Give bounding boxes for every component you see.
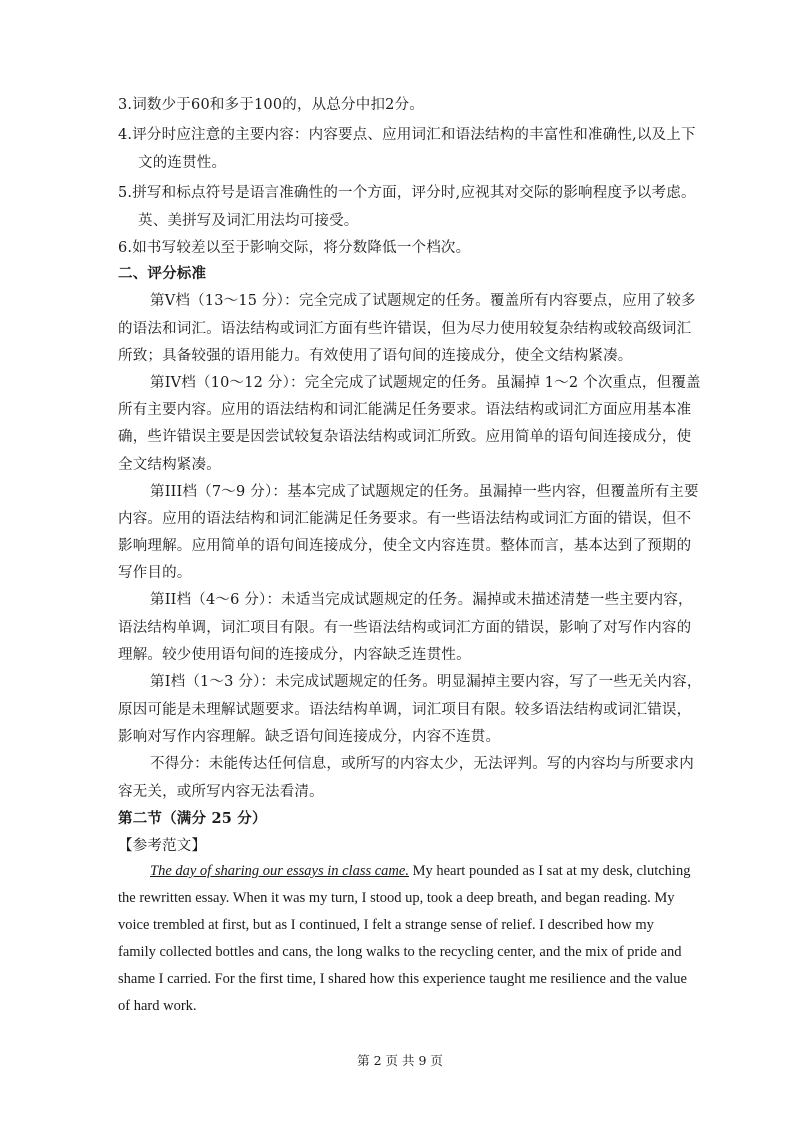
grade0-line1: 不得分：未能传达任何信息，或所写的内容太少，无法评判。写的内容均与所要求内: [150, 756, 694, 772]
grade3-line2: 内容。应用的语法结构和词汇能满足任务要求。有一些语法结构或词汇方面的错误，但不: [118, 511, 692, 527]
grade5-line2: 的语法和词汇。语法结构或词汇方面有些许错误，但为尽力使用较复杂结构或较高级词汇: [118, 321, 692, 337]
note-3: 3.词数少于60和多于100的，从总分中扣2分。: [118, 97, 424, 113]
grade3-line4: 写作目的。: [118, 565, 192, 581]
grade1-line3: 影响对写作内容理解。缺乏语句间连接成分，内容不连贯。: [118, 729, 501, 745]
grade3-line3: 影响理解。应用简单的语句间连接成分，使全文内容连贯。整体而言，基本达到了预期的: [118, 538, 692, 554]
grade2-line2: 语法结构单调，词汇项目有限。有一些语法结构或词汇方面的错误，影响了对写作内容的: [118, 620, 692, 636]
grade4-line3: 确，些许错误主要是因尝试较复杂语法结构或词汇所致。应用简单的语句间连接成分，使: [118, 429, 692, 445]
essay-line4: family collected bottles and cans, the long walks to the recycling center, and the mix of pride and: [118, 944, 682, 960]
note-6: 6.如书写较差以至于影响交际，将分数降低一个档次。: [118, 240, 471, 256]
essay-line1-rest: My heart pounded as I sat at my desk, clutching: [408, 863, 691, 879]
note-4-line2: 文的连贯性。: [138, 155, 227, 171]
section-heading-scoring: 二、评分标准: [118, 265, 207, 282]
note-5-line2: 英、美拼写及词汇用法均可接受。: [138, 213, 359, 229]
note-5-line1: 5.拼写和标点符号是语言准确性的一个方面，评分时,应视其对交际的影响程度予以考虑。: [118, 185, 696, 201]
grade4-line1: 第IV档（10～12 分）：完全完成了试题规定的任务。虽漏掉 1～2 个次重点，但覆盖: [150, 375, 701, 391]
reference-essay-label: 【参考范文】: [118, 838, 207, 854]
note-4-line1: 4.评分时应注意的主要内容：内容要点、应用词汇和语法结构的丰富性和准确性,以及上下: [118, 127, 696, 143]
essay-line1: [150, 861, 690, 881]
grade4-line2: 所有主要内容。应用的语法结构和词汇能满足任务要求。语法结构或词汇方面应用基本准: [118, 402, 692, 418]
grade5-line3: 所致；具备较强的语用能力。有效使用了语句间的连接成分，使全文结构紧凑。: [118, 348, 633, 364]
essay-line5: shame I carried. For the first time, I shared how this experience taught me resilience and the value: [118, 971, 687, 987]
page-number: 第 2 页 共 9 页: [357, 1053, 443, 1068]
essay-line3: voice trembled at first, but as I continued, I felt a strange sense of relief. I described how my: [118, 917, 654, 933]
essay-title: The day of sharing our essays in class came.: [150, 863, 409, 879]
grade5-line1: 第V档（13～15 分）：完全完成了试题规定的任务。覆盖所有内容要点，应用了较多: [150, 293, 696, 309]
grade4-line4: 全文结构紧凑。: [118, 457, 221, 473]
part2-heading: 第二节（满分 25 分）: [118, 810, 267, 827]
grade2-line3: 理解。较少使用语句间的连接成分，内容缺乏连贯性。: [118, 647, 471, 663]
grade1-line1: 第I档（1～3 分）：未完成试题规定的任务。明显漏掉主要内容，写了一些无关内容，: [150, 674, 702, 690]
grade0-line2: 容无关，或所写内容无法看清。: [118, 784, 324, 800]
essay-line2: the rewritten essay. When it was my turn, I stood up, took a deep breath, and began reading. My: [118, 890, 675, 906]
grade1-line2: 原因可能是未理解试题要求。语法结构单调，词汇项目有限。较多语法结构或词汇错误，: [118, 702, 692, 718]
essay-line6: of hard work.: [118, 998, 197, 1014]
grade3-line1: 第III档（7～9 分）：基本完成了试题规定的任务。虽漏掉一些内容，但覆盖所有主要: [150, 484, 699, 500]
grade2-line1: 第II档（4～6 分）：未适当完成试题规定的任务。漏掉或未描述清楚一些主要内容，: [150, 592, 693, 608]
